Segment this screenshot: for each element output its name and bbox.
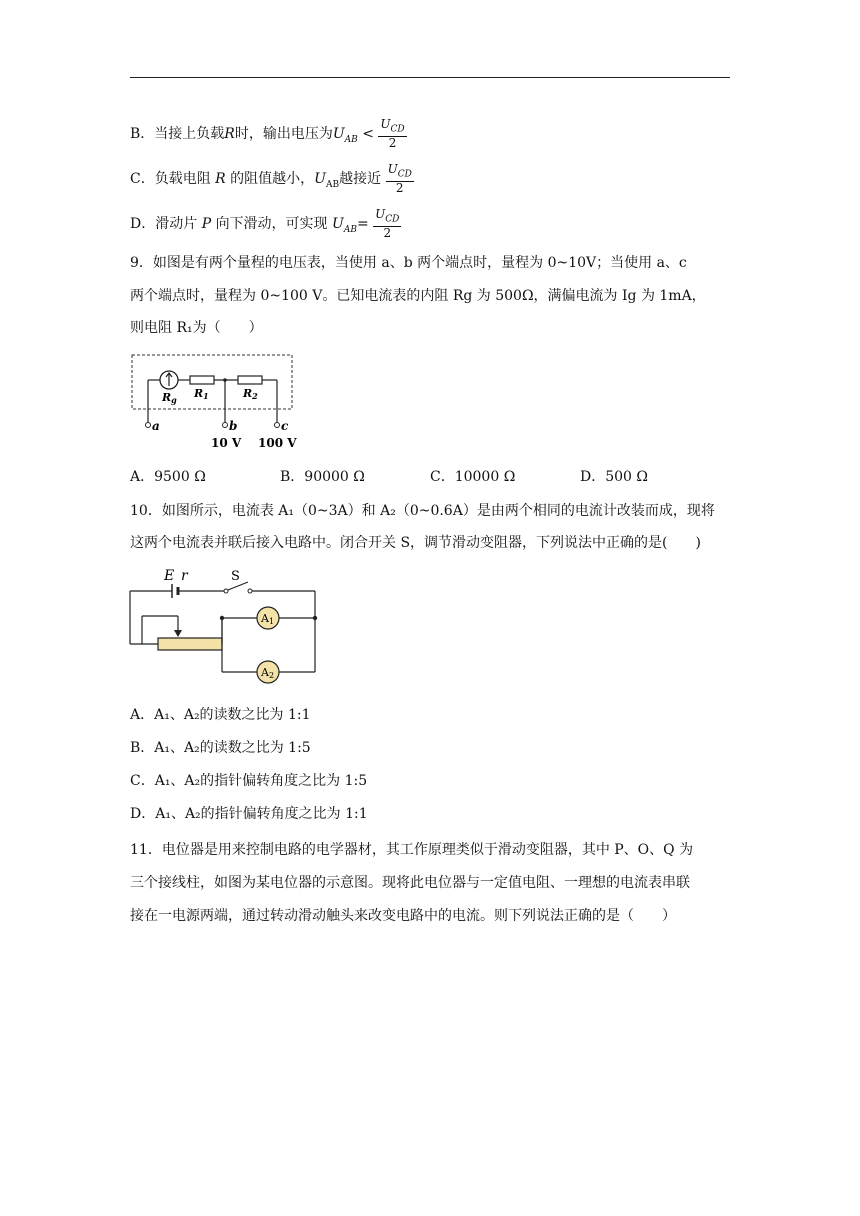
a2-label: A2 (261, 666, 275, 680)
q8-option-b: B．当接上负载R时，输出电压为$U_{AB}$ < $\frac{U_{CD}}{2}$ (130, 117, 405, 151)
q11-text-line2: 三个接线柱，如图为某电位器的示意图。现将此电位器与一定值电阻、一理想的电流表串联 (130, 875, 690, 891)
q9-text-line3: 则电阻 R₁为（ ） (130, 320, 263, 336)
a1-label: A1 (261, 612, 275, 626)
fraction: $\frac{U_{CD}}{2}$ (380, 117, 405, 151)
header-rule (130, 77, 730, 78)
internal-resistance-label: r (181, 568, 188, 584)
r1-label: R1 (194, 387, 209, 401)
q10-option-c: C．A₁、A₂的指针偏转角度之比为 1:5 (130, 773, 368, 789)
q10-text-line1: 10．如图所示，电流表 A₁（0~3A）和 A₂（0~0.6A）是由两个相同的电流计改装而成，现将 (130, 503, 715, 519)
q9-text-line2: 两个端点时，量程为 0~100 V。已知电流表的内阻 Rg 为 500Ω，满偏电流为 Ig 为 1mA， (130, 288, 706, 304)
r2-label: R2 (243, 387, 258, 401)
emf-label: E (164, 568, 175, 584)
terminal-a-label: a (152, 419, 160, 433)
q11-text-line3: 接在一电源两端，通过转动滑动触头来改变电路中的电流。则下列说法正确的是（ ） (130, 908, 676, 924)
q9-voltmeter-circuit-diagram (128, 352, 300, 452)
q8-option-d: D．滑动片 P 向下滑动，可实现 $U_{AB}=$ $\frac{U_{CD}}{2}$ (130, 207, 400, 241)
q10-ammeter-circuit-diagram (128, 566, 323, 688)
q9-text-line1: 9．如图是有两个量程的电压表，当使用 a、b 两个端点时，量程为 0~10V；当使用 a、c (130, 255, 687, 271)
q9-option-b: B．90000 Ω (280, 469, 365, 485)
q11-text-line1: 11．电位器是用来控制电路的电学器材，其工作原理类似于滑动变阻器，其中 P、O、Q 为 (130, 842, 694, 858)
q10-option-a: A．A₁、A₂的读数之比为 1:1 (130, 707, 311, 723)
q9-option-d: D．500 Ω (580, 469, 649, 485)
rheostat (158, 638, 222, 650)
q9-option-a: A．9500 Ω (130, 469, 206, 485)
q10-text-line2: 这两个电流表并联后接入电路中。闭合开关 S，调节滑动变阻器，下列说法中正确的是( ) (130, 535, 701, 551)
range-10v-label: 10 V (211, 436, 242, 450)
fraction: $\frac{U_{CD}}{2}$ (387, 162, 412, 196)
q10-option-b: B．A₁、A₂的读数之比为 1:5 (130, 740, 311, 756)
terminal-b-label: b (229, 419, 238, 433)
rg-label: Rg (162, 391, 177, 405)
q10-option-d: D．A₁、A₂的指针偏转角度之比为 1:1 (130, 806, 368, 822)
fraction: $\frac{U_{CD}}{2}$ (375, 207, 400, 241)
q9-option-c: C．10000 Ω (430, 469, 516, 485)
terminal-c-label: c (281, 419, 289, 433)
range-100v-label: 100 V (258, 436, 297, 450)
q8-option-c: C．负载电阻 R 的阻值越小，$U_{AB}$越接近 $\frac{U_{CD}}{2}$ (130, 162, 412, 196)
resistor-r2 (238, 376, 262, 384)
resistor-r1 (190, 376, 214, 384)
switch-label: S (231, 569, 240, 584)
